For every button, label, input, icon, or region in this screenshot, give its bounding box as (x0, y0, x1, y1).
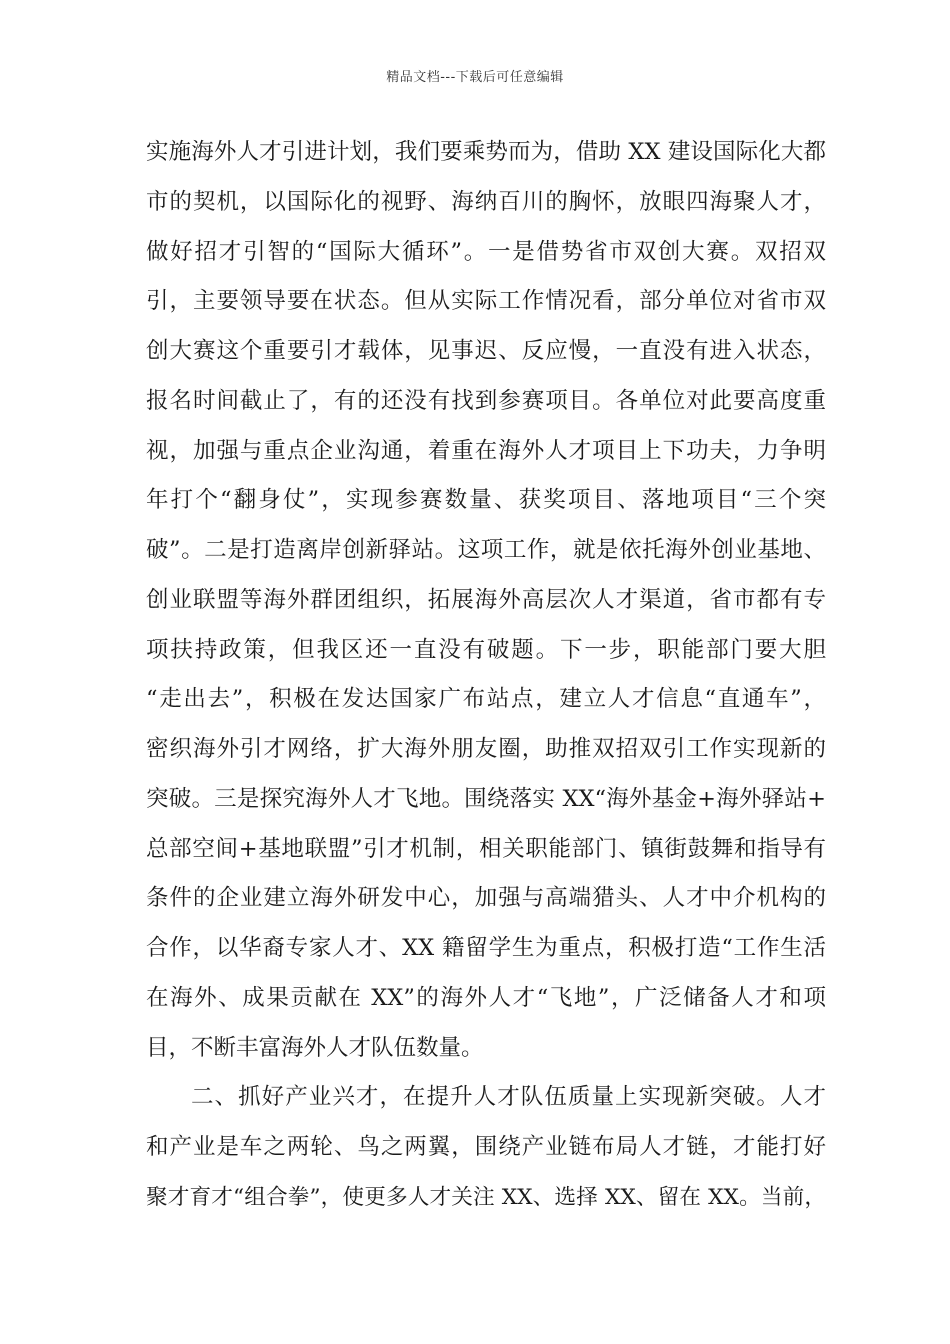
text-line: 创业联盟等海外群团组织，拓展海外高层次人才渠道，省市都有专 (146, 586, 826, 613)
text-line: 项扶持政策，但我区还一直没有破题。下一步，职能部门要大胆 (146, 636, 826, 663)
text-line: 年打个“翻身仗”，实现参赛数量、获奖项目、落地项目“三个突 (146, 487, 826, 514)
text-line: 聚才育才“组合拳”，使更多人才关注 XX、选择 XX、留在 XX。当前， (146, 1184, 826, 1210)
text-line: 视，加强与重点企业沟通，着重在海外人才项目上下功夫，力争明 (146, 437, 826, 464)
text-line: 报名时间截止了，有的还没有找到参赛项目。各单位对此要高度重 (146, 387, 826, 414)
paragraph-1 (146, 128, 826, 1073)
text-line: 合作，以华裔专家人才、XX 籍留学生为重点，积极打造“工作生活 (146, 935, 826, 961)
text-line: 做好招才引智的“国际大循环”。一是借势省市双创大赛。双招双 (146, 238, 826, 265)
text-line: 破”。二是打造离岸创新驿站。这项工作，就是依托海外创业基地、 (146, 537, 826, 563)
text-line: “走出去”，积极在发达国家广布站点，建立人才信息“直通车”， (146, 686, 826, 713)
text-line: 和产业是车之两轮、鸟之两翼，围绕产业链布局人才链，才能打好 (146, 1134, 826, 1160)
text-line: 二、抓好产业兴才，在提升人才队伍质量上实现新突破。人才 (191, 1084, 826, 1111)
text-line: 总部空间+基地联盟”引才机制，相关职能部门、镇街鼓舞和指导有 (146, 835, 826, 862)
text-line: 创大赛这个重要引才载体，见事迟、反应慢，一直没有进入状态， (146, 338, 826, 364)
text-line: 市的契机，以国际化的视野、海纳百川的胸怀，放眼四海聚人才， (146, 188, 826, 215)
text-line: 在海外、成果贡献在 XX”的海外人才“飞地”，广泛储备人才和项 (146, 984, 826, 1011)
text-line: 目，不断丰富海外人才队伍数量。 (146, 1034, 484, 1061)
text-line: 实施海外人才引进计划，我们要乘势而为，借助 XX 建设国际化大都 (146, 139, 826, 165)
paragraph-2 (146, 1073, 826, 1222)
text-line: 引，主要领导要在状态。但从实际工作情况看，部分单位对省市双 (146, 288, 826, 315)
text-line: 密织海外引才网络，扩大海外朋友圈，助推双招双引工作实现新的 (146, 736, 826, 762)
text-line: 突破。三是探究海外人才飞地。围绕落实 XX“海外基金+海外驿站+ (146, 785, 826, 812)
document-body (146, 128, 826, 1223)
page-header: 精品文档---下载后可任意编辑 (386, 70, 564, 85)
text-line: 条件的企业建立海外研发中心，加强与高端猎头、人才中介机构的 (146, 885, 826, 912)
